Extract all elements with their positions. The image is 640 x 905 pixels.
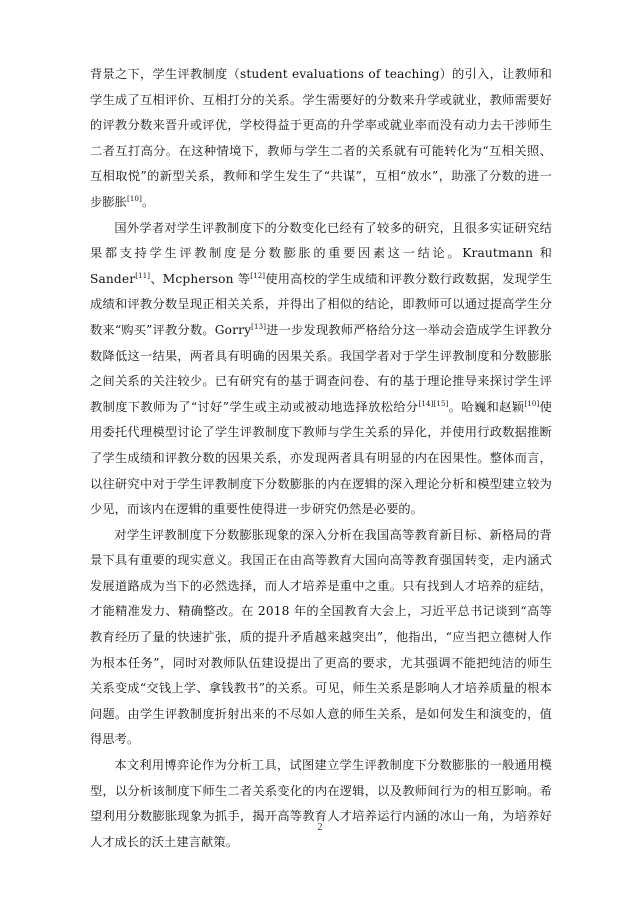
text-run: 。哈巍和赵颖	[448, 399, 525, 414]
text-run: 。	[142, 194, 155, 209]
text-run: 使用高校的学生成绩和评教分数行政数据，发现学生成绩和评教分数呈现正相关关系，并得出了相似的结论，即教师可以通过提高学生分数来“购买”评教分数。Gorry	[90, 271, 552, 337]
body-text	[90, 62, 552, 855]
text-run: 本文利用博弈论作为分析工具，试图建立学生评教制度下分数膨胀的一般通用模型，以分析该制度下师生二者关系变化的内在逻辑，以及教师间行为的相互影响。希望利用分数膨胀现象为抓手，揭开高等教育人才培养运行内涵的冰山一角，为培养好人才成长的沃土建言献策。	[90, 758, 552, 849]
paragraph-2	[90, 216, 552, 523]
paragraph-1	[90, 62, 552, 216]
citation-ref: [10]	[524, 399, 540, 408]
paragraph-4	[90, 753, 552, 855]
text-run: 使用委托代理模型讨论了学生评教制度下教师与学生关系的异化，并使用行政数据推断了学生成绩和评教分数的因果关系，亦发现两者具有明显的内在因果性。整体而言，以往研究中对于学生评教制度下分数膨胀的内在逻辑的深入理论分析和模型建立较为少见，而该内在逻辑的重要性使得进一步研究仍然是必要的。	[90, 399, 552, 517]
paragraph-3	[90, 523, 552, 753]
citation-ref: [11]	[135, 271, 151, 280]
citation-ref: [14][15]	[418, 399, 449, 408]
text-run: 背景之下，学生评教制度（student evaluations of teaching）的引入，让教师和学生成了互相评价、互相打分的关系。学生需要好的分数来升学或就业，教师需要好的评教分数来晋升或评优，学校得益于更高的升学率或就业率而没有动力去干涉师生二者互打高分。在这种情境下，教师与学生二者的关系就有可能转化为“互相关照、互相取悦”的新型关系，教师和学生发生了“共谋”，互相“放水”，助涨了分数的进一步膨胀	[90, 67, 552, 209]
citation-ref: [13]	[251, 322, 267, 331]
text-run: 、Mcpherson 等	[150, 271, 251, 286]
text-run: 国外学者对学生评教制度下的分数变化已经有了较多的研究，且很多实证研究结果都支持学生评教制度是分数膨胀的重要因素这一结论。Krautmann 和 Sander	[90, 220, 552, 286]
page-number: 2	[317, 822, 323, 833]
text-run: 对学生评教制度下分数膨胀现象的深入分析在我国高等教育新目标、新格局的背景下具有重要的现实意义。我国正在由高等教育大国向高等教育强国转变，走内涵式发展道路成为当下的必然选择，而人才培养是重中之重。只有找到人才培养的症结，才能精准发力、精确整改。在 2018 年的全国教育大会上，习近平总书记谈到“高等教育经历了量的快速扩张，质的提升矛盾越来越突出”，他指出，“应当把立德树人作为根本任务”，同时对教师队伍建设提出了更高的要求，尤其强调不能把纯洁的师生关系变成“交钱上学、拿钱教书”的关系。可见，师生关系是影响人才培养质量的根本问题。由学生评教制度折射出来的不尽如人意的师生关系，是如何发生和演变的，值得思考。	[90, 527, 552, 747]
citation-ref: [10]	[127, 194, 142, 203]
citation-ref: [12]	[250, 271, 266, 280]
text-run: 进一步发现教师严格给分这一举动会造成学生评教分数降低这一结果，两者具有明确的因果关系。我国学者对于学生评教制度和分数膨胀之间关系的关注较少。已有研究有的基于调查问卷、有的基于理论推导来探讨学生评教制度下教师为了“讨好”学生或主动或被动地选择放松给分	[90, 322, 552, 414]
